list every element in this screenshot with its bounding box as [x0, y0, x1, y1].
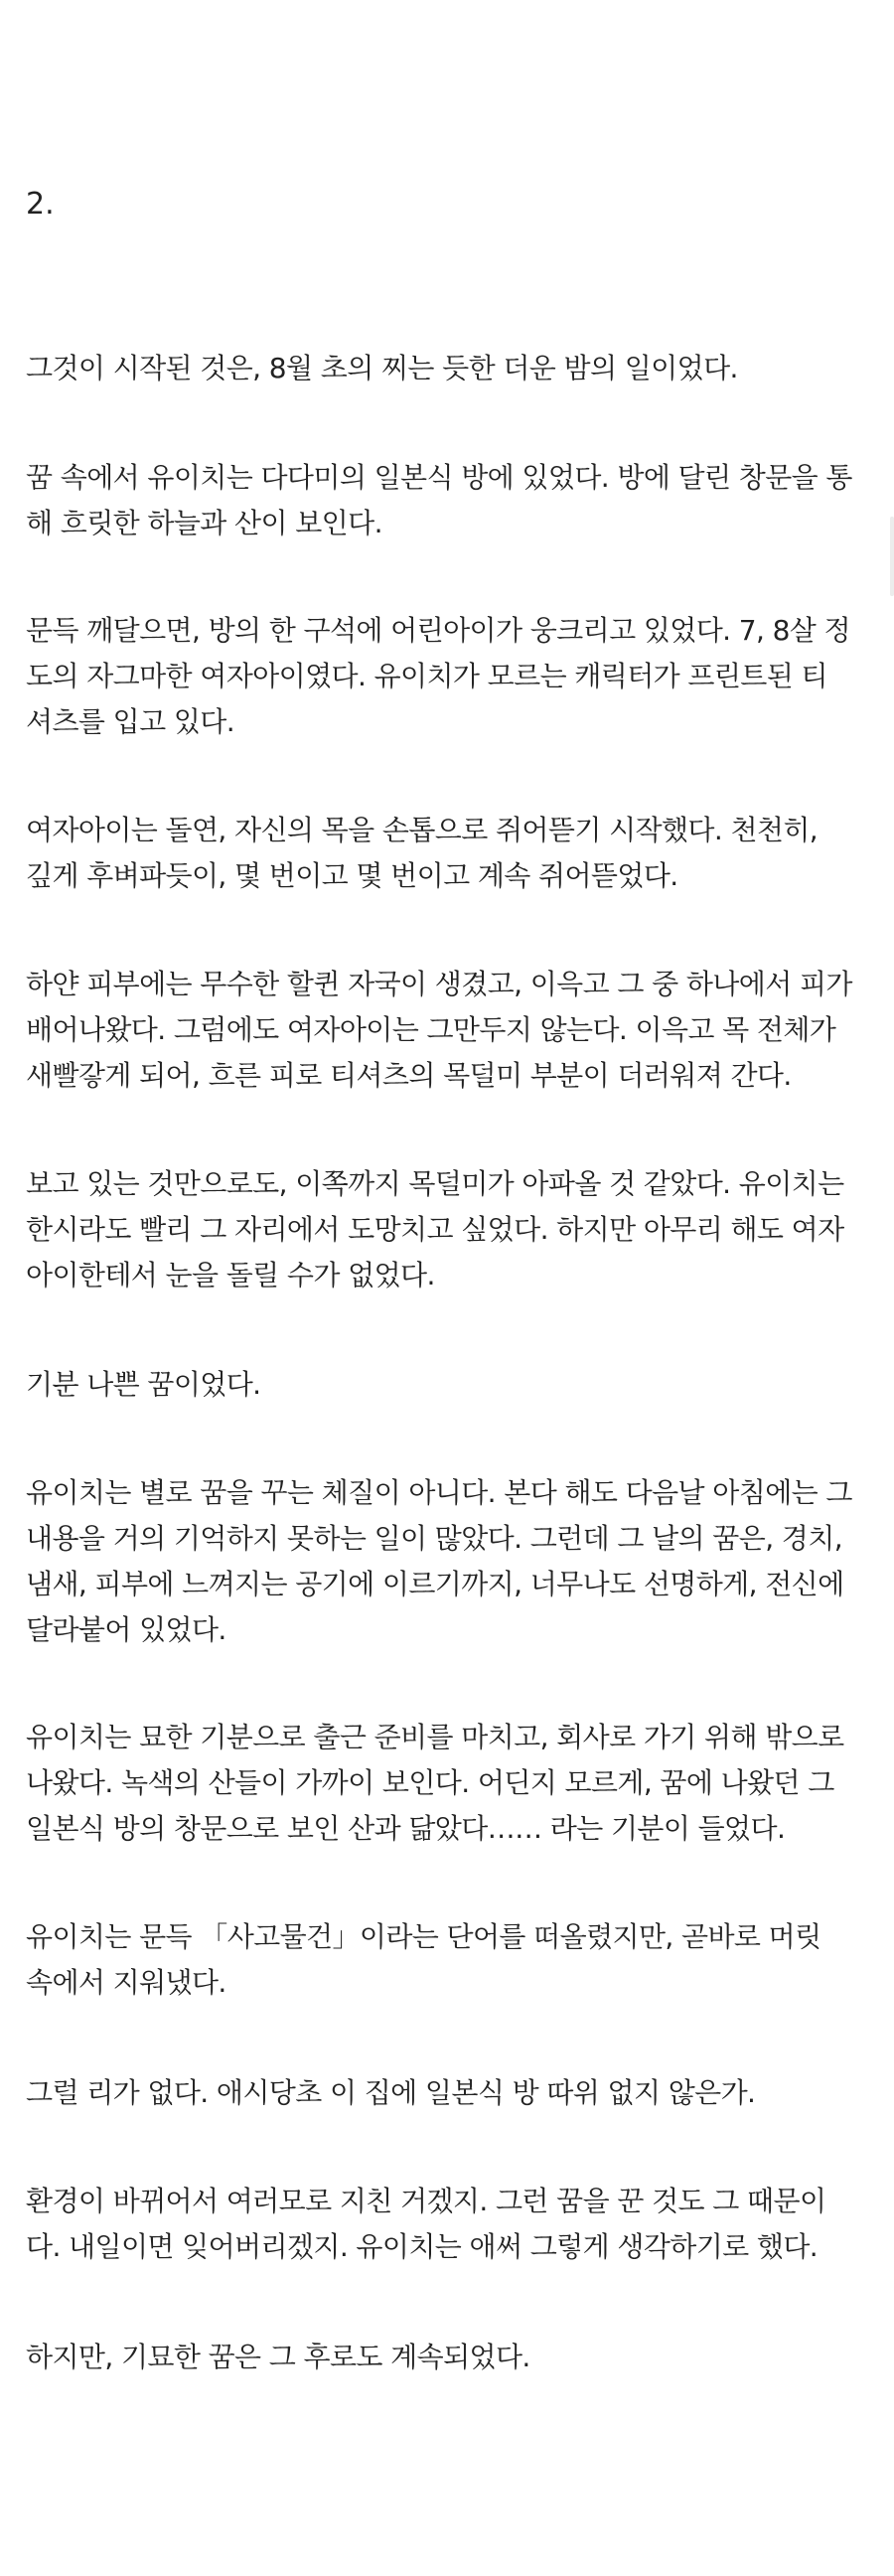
paragraph-line: 여자아이는 돌연, 자신의 목을 손톱으로 쥐어뜯기 시작했다. 천천히,	[26, 814, 819, 846]
paragraph-line: 셔츠를 입고 있다.	[26, 705, 235, 738]
paragraph-line: 깊게 후벼파듯이, 몇 번이고 몇 번이고 계속 쥐어뜯었다.	[26, 859, 678, 892]
paragraph	[26, 1161, 870, 1298]
paragraph-line: 배어나왔다. 그럼에도 여자아이는 그만두지 않는다. 이윽고 목 전체가	[26, 1013, 836, 1046]
paragraph	[26, 1715, 870, 1852]
paragraph-line: 냄새, 피부에 느껴지는 공기에 이르기까지, 너무나도 선명하게, 전신에	[26, 1568, 844, 1600]
paragraph-line: 하지만, 기묘한 꿈은 그 후로도 계속되었다.	[26, 2341, 530, 2373]
paragraph-line: 기분 나쁜 꿈이었다.	[26, 1368, 261, 1401]
paragraph	[26, 1470, 870, 1653]
paragraph-line: 유이치는 문득 「사고물건」이라는 단어를 떠올렸지만, 곧바로 머릿	[26, 1920, 821, 1953]
paragraph	[26, 1914, 870, 2006]
paragraph-line: 그럴 리가 없다. 애시당초 이 집에 일본식 방 따위 없지 않은가.	[26, 2076, 756, 2109]
scrollbar[interactable]	[890, 517, 894, 596]
paragraph-line: 유이치는 별로 꿈을 꾸는 체질이 아니다. 본다 해도 다음날 아침에는 그	[26, 1476, 852, 1509]
paragraph-line: 보고 있는 것만으로도, 이쪽까지 목덜미가 아파올 것 같았다. 유이치는	[26, 1167, 844, 1200]
paragraph-line: 일본식 방의 창문으로 보인 산과 닮았다…… 라는 기분이 들었다.	[26, 1812, 786, 1845]
paragraph-line: 하얀 피부에는 무수한 할퀸 자국이 생겼고, 이윽고 그 중 하나에서 피가	[26, 968, 852, 1000]
paragraph-line: 나왔다. 녹색의 산들이 가까이 보인다. 어딘지 모르게, 꿈에 나왔던 그	[26, 1766, 834, 1799]
paragraph-line: 내용을 거의 기억하지 못하는 일이 많았다. 그런데 그 날의 꿈은, 경치,	[26, 1522, 843, 1555]
paragraph-line: 달라붙어 있었다.	[26, 1613, 226, 1646]
paragraph	[26, 2335, 870, 2380]
paragraph	[26, 2179, 870, 2270]
paragraph	[26, 346, 870, 391]
paragraph-line: 다. 내일이면 잊어버리겠지. 유이치는 애써 그렇게 생각하기로 했다.	[26, 2230, 819, 2263]
paragraph	[26, 808, 870, 899]
paragraph	[26, 2070, 870, 2116]
paragraph	[26, 455, 870, 546]
paragraph	[26, 962, 870, 1099]
paragraph-line: 아이한테서 눈을 돌릴 수가 없었다.	[26, 1259, 435, 1291]
paragraph-line: 도의 자그마한 여자아이였다. 유이치가 모르는 캐릭터가 프린트된 티	[26, 660, 827, 692]
paragraph-line: 환경이 바뀌어서 여러모로 지친 거겠지. 그런 꿈을 꾼 것도 그 때문이	[26, 2185, 826, 2217]
paragraph-line: 새빨갛게 되어, 흐른 피로 티셔츠의 목덜미 부분이 더러워져 간다.	[26, 1059, 792, 1092]
paragraph-line: 속에서 지워냈다.	[26, 1966, 226, 1999]
paragraph-line: 한시라도 빨리 그 자리에서 도망치고 싶었다. 하지만 아무리 해도 여자	[26, 1213, 844, 1246]
paragraph-line: 해 흐릿한 하늘과 산이 보인다.	[26, 507, 382, 539]
paragraph-line: 문득 깨달으면, 방의 한 구석에 어린아이가 웅크리고 있었다. 7, 8살 정	[26, 614, 850, 647]
paragraph-line: 꿈 속에서 유이치는 다다미의 일본식 방에 있었다. 방에 달린 창문을 통	[26, 461, 852, 494]
paragraph-line: 그것이 시작된 것은, 8월 초의 찌는 듯한 더운 밤의 일이었다.	[26, 352, 738, 384]
paragraph	[26, 1362, 870, 1408]
paragraph	[26, 608, 870, 745]
chapter-number: 2.	[26, 187, 55, 222]
paragraph-line: 유이치는 묘한 기분으로 출근 준비를 마치고, 회사로 가기 위해 밖으로	[26, 1721, 844, 1753]
